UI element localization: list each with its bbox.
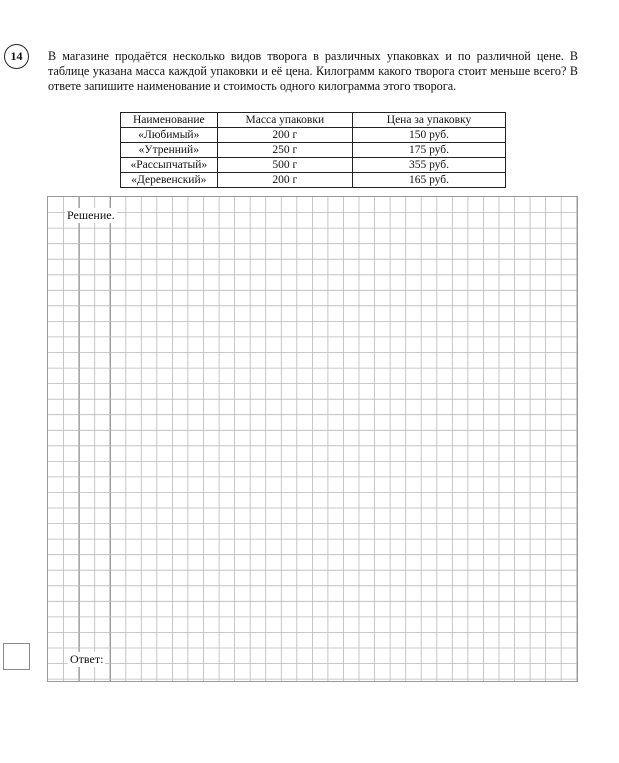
table-row xyxy=(121,143,506,158)
answer-label: Ответ: xyxy=(70,652,104,666)
cell-price: 355 руб. xyxy=(352,158,505,173)
column-header-mass: Масса упаковки xyxy=(217,113,352,128)
cell-name: «Деревенский» xyxy=(121,173,218,188)
cell-name: «Любимый» xyxy=(121,128,218,143)
table-row xyxy=(121,128,506,143)
grid-lines xyxy=(48,197,577,681)
table-header-row xyxy=(121,113,506,128)
cell-mass: 200 г xyxy=(217,173,352,188)
cell-name: «Рассыпчатый» xyxy=(121,158,218,173)
table-row xyxy=(121,158,506,173)
column-header-price: Цена за упаковку xyxy=(352,113,505,128)
column-header-name: Наименование xyxy=(121,113,218,128)
task-number-badge xyxy=(4,44,29,69)
cell-mass: 250 г xyxy=(217,143,352,158)
problem-statement: В магазине продаётся несколько видов творога в различных упаковках и по различной цене. В таблице указана масса каждой упаковки и её цена. Килограмм какого творога стоит меньше всего? В ответе запишите наименование и стоимость одного килограмма этого творога. xyxy=(48,49,578,93)
cell-mass: 200 г xyxy=(217,128,352,143)
solution-grid[interactable] xyxy=(47,196,578,682)
cell-price: 165 руб. xyxy=(352,173,505,188)
cell-price: 150 руб. xyxy=(352,128,505,143)
cell-mass: 500 г xyxy=(217,158,352,173)
solution-label: Решение. xyxy=(67,208,115,222)
cell-price: 175 руб. xyxy=(352,143,505,158)
table-row xyxy=(121,173,506,188)
data-table xyxy=(120,112,506,188)
answer-checkbox[interactable] xyxy=(3,643,30,670)
cell-name: «Утренний» xyxy=(121,143,218,158)
task-number: 14 xyxy=(10,49,23,63)
